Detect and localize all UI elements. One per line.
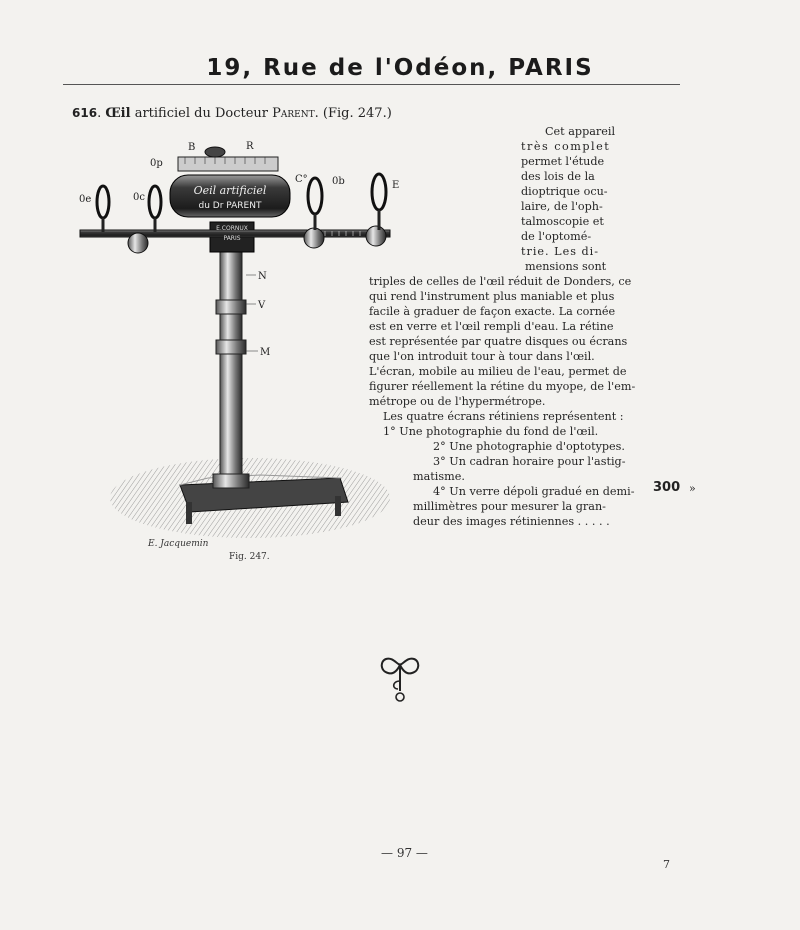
desc-line: 2° Une photographie d'optotypes. [433, 440, 625, 453]
fleuron-ornament-icon [378, 655, 422, 707]
desc-line: 1° Une photographie du fond de l'œil. [383, 425, 599, 438]
signature-mark: 7 [663, 858, 670, 871]
svg-text:M: M [260, 347, 271, 358]
item-number: 616 [72, 106, 98, 120]
desc-line: millimètres pour mesurer la gran- [413, 500, 606, 513]
artificial-eye-illustration [70, 140, 400, 540]
desc-line: de l'optomé- [521, 230, 592, 243]
stand-column [220, 250, 242, 485]
svg-text:E.CORNUX: E.CORNUX [216, 225, 248, 232]
page-header: 19, Rue de l'Odéon, PARIS [206, 55, 594, 81]
svg-text:E: E [392, 180, 400, 191]
svg-text:N: N [258, 271, 267, 282]
desc-line: des lois de la [521, 170, 595, 183]
desc-line: 4° Un verre dépoli gradué en demi- [433, 485, 635, 498]
engraver-signature: E. Jacquemin [148, 539, 209, 549]
svg-text:C°: C° [295, 174, 308, 185]
item-title-rest: artificiel du Docteur [134, 106, 269, 121]
desc-line: deur des images rétiniennes . . . . . [413, 515, 610, 528]
desc-line: est représentée par quatre disques ou écrans [369, 335, 628, 348]
desc-line: dioptrique ocu- [521, 185, 608, 198]
item-price: 300 [653, 480, 681, 495]
desc-line: talmoscopie et [521, 215, 604, 228]
desc-line: que l'on introduit tour à tour dans l'œil. [369, 350, 595, 363]
desc-line: permet l'étude [521, 155, 605, 168]
page-number: — 97 — [381, 846, 428, 860]
figure-caption: Fig. 247. [229, 552, 270, 562]
svg-text:V: V [258, 300, 266, 311]
svg-text:0c: 0c [133, 192, 145, 203]
svg-text:R: R [246, 141, 254, 152]
desc-line: figurer réellement la rétine du myope, de l'em- [369, 380, 636, 393]
desc-line: facile à graduer de façon exacte. La cornée [369, 305, 616, 318]
desc-line: mensions sont [525, 260, 607, 273]
svg-text:0e: 0e [79, 194, 92, 205]
desc-line: triples de celles de l'œil réduit de Donders, ce [369, 275, 632, 288]
svg-text:0p: 0p [150, 158, 163, 169]
item-name: Œil [105, 106, 131, 121]
desc-line: trie. Les di- [521, 245, 600, 258]
item-title: 616. Œil artificiel du Docteur Parent. (Fig. 247.) [72, 106, 392, 121]
svg-text:PARIS: PARIS [223, 235, 241, 242]
desc-line: matisme. [413, 470, 465, 483]
item-fig-ref: (Fig. 247.) [322, 106, 392, 121]
desc-line: laire, de l'oph- [521, 200, 603, 213]
price-ditto-mark: » [689, 482, 696, 495]
svg-text:B: B [188, 142, 196, 153]
item-author: Parent [272, 106, 315, 121]
desc-line: L'écran, mobile au milieu de l'eau, permet de [369, 365, 627, 378]
svg-text:du Dr PARENT: du Dr PARENT [198, 201, 262, 211]
svg-text:Oeil artificiel: Oeil artificiel [193, 184, 267, 197]
desc-line: très complet [521, 140, 611, 153]
desc-line: est en verre et l'œil rempli d'eau. La rétine [369, 320, 614, 333]
desc-line: Les quatre écrans rétiniens représentent : [383, 410, 624, 423]
header-rule [63, 84, 680, 85]
desc-line: qui rend l'instrument plus maniable et plus [369, 290, 615, 303]
svg-text:0b: 0b [332, 176, 345, 187]
desc-line: Cet appareil [545, 125, 616, 138]
desc-line: métrope ou de l'hypermétrope. [369, 395, 546, 408]
desc-line: 3° Un cadran horaire pour l'astig- [433, 455, 626, 468]
